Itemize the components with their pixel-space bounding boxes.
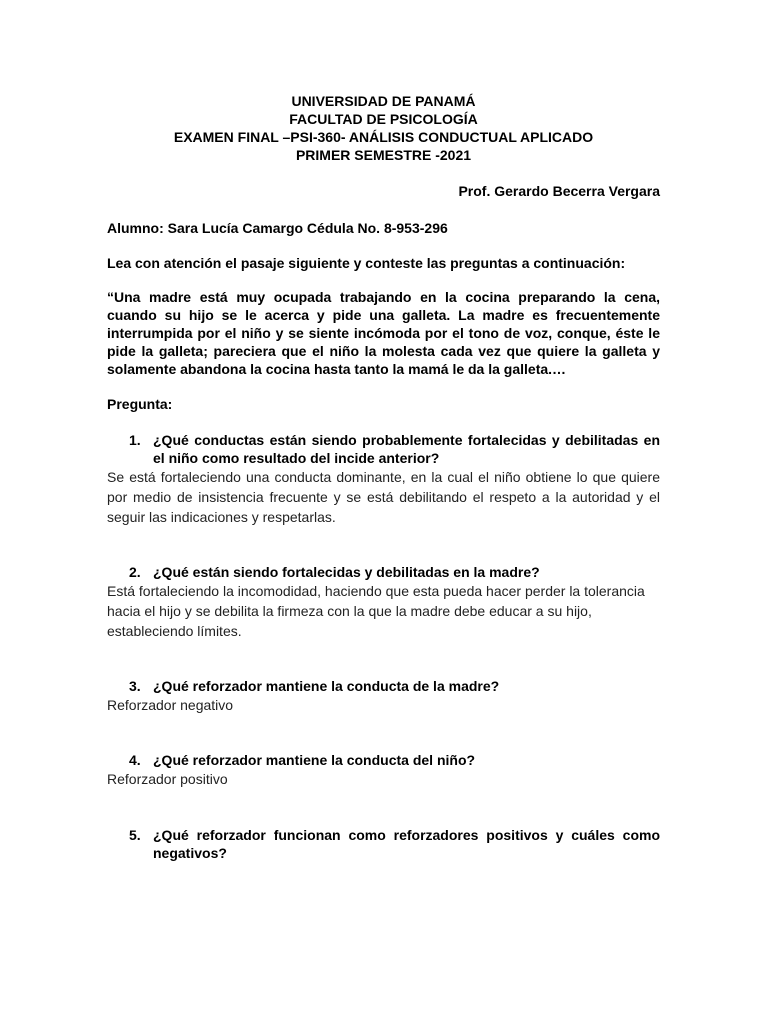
question-1 (107, 431, 660, 467)
instruction-text: Lea con atención el pasaje siguiente y conteste las preguntas a continuación: (107, 255, 626, 271)
question-text: ¿Qué reforzador mantiene la conducta del niño? (153, 752, 476, 768)
question-number: 2. (129, 564, 141, 580)
student-info: Alumno: Sara Lucía Camargo Cédula No. 8-953-296 (107, 220, 448, 236)
answer-2: Está fortaleciendo la incomodidad, haciendo que esta pueda hacer perder la tolerancia hacia el hijo y se debilita la firmeza con la que la madre debe educar a su hijo, estableciendo límites. (107, 583, 645, 639)
answer-3: Reforzador negativo (107, 697, 234, 713)
question-block-1 (107, 431, 660, 527)
passage-text: “Una madre está muy ocupada trabajando en la cocina preparando la cena, cuando su hijo se le acerca y pide una galleta. La madre es frecuentemente interrumpida por el niño y se siente incómoda por el tono de voz, conque, éste le pide la galleta; pareciera que el niño la molesta cada vez que quiere la galleta y solamente abandona la cocina hasta tanto la mamá le da la galleta.… (107, 289, 660, 377)
question-number: 3. (129, 678, 141, 694)
question-number: 1. (129, 432, 141, 448)
question-4 (107, 751, 660, 769)
question-number: 5. (129, 827, 141, 843)
question-text: ¿Qué reforzador funcionan como reforzadores positivos y cuáles como negativos? (153, 827, 660, 861)
question-block-4 (107, 751, 660, 789)
document-header (107, 92, 660, 164)
question-text: ¿Qué reforzador mantiene la conducta de la madre? (153, 678, 500, 694)
university-name: UNIVERSIDAD DE PANAMÁ (291, 93, 476, 109)
question-5 (107, 826, 660, 862)
exam-document (107, 92, 660, 862)
question-text: ¿Qué están siendo fortalecidas y debilitadas en la madre? (153, 564, 540, 580)
question-block-3 (107, 677, 660, 715)
exam-title: EXAMEN FINAL –PSI-360- ANÁLISIS CONDUCTUAL APLICADO (173, 129, 594, 145)
question-block-5 (107, 826, 660, 862)
professor-name: Prof. Gerardo Becerra Vergara (458, 183, 660, 199)
faculty-name: FACULTAD DE PSICOLOGÍA (289, 111, 478, 127)
question-block-2 (107, 563, 660, 641)
question-text: ¿Qué conductas están siendo probablemente fortalecidas y debilitadas en el niño como resultado del incide anterior? (153, 432, 660, 466)
question-number: 4. (129, 752, 141, 768)
question-3 (107, 677, 660, 695)
answer-4: Reforzador positivo (107, 771, 228, 787)
question-2 (107, 563, 660, 581)
questions-heading: Pregunta: (107, 396, 173, 412)
semester-label: PRIMER SEMESTRE -2021 (295, 147, 472, 163)
answer-1: Se está fortaleciendo una conducta dominante, en la cual el niño obtiene lo que quiere por medio de insistencia frecuente y se está debilitando el respeto a la autoridad y el seguir las indicaciones y respetarlas. (107, 469, 660, 525)
